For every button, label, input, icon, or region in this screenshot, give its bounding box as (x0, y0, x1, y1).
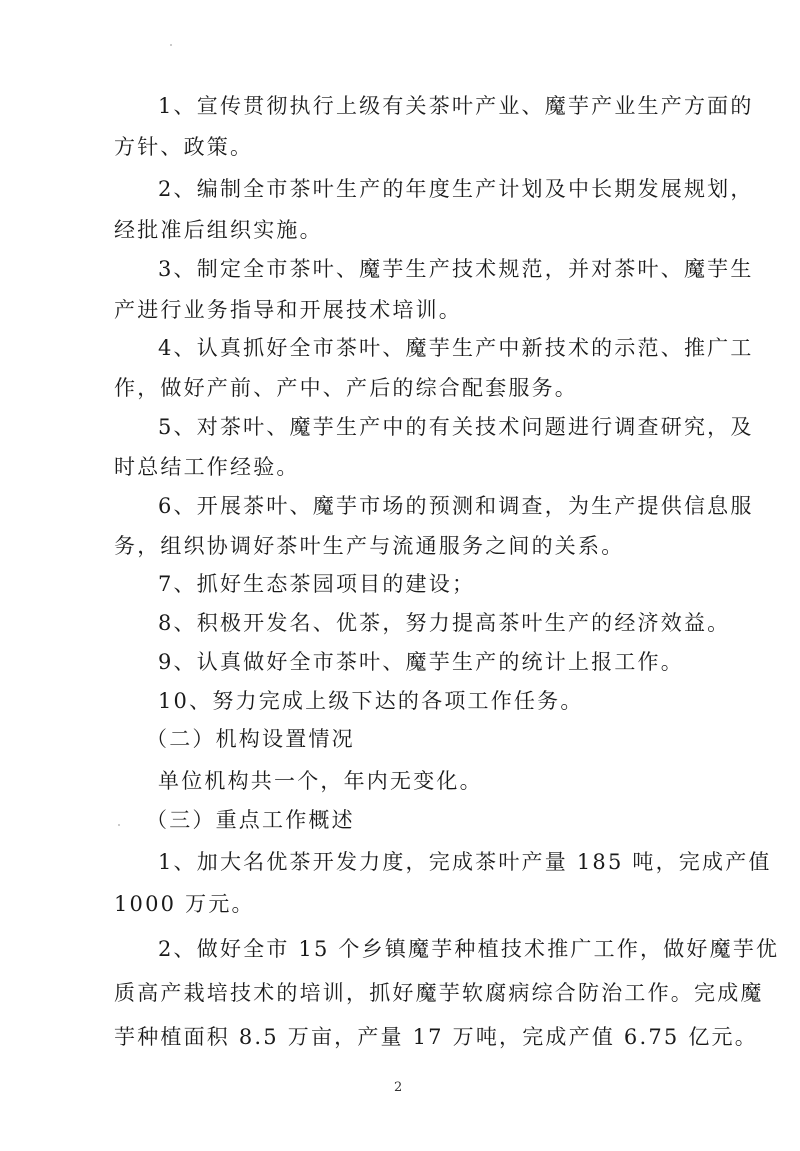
duty-1-line-2: 方针、政策。 (114, 135, 254, 159)
duty-5-line-1: 5、对茶叶、魔芋生产中的有关技术问题进行调查研究，及 (158, 415, 754, 439)
key-work-2-line-2: 质高产栽培技术的培训，抓好魔芋软腐病综合防治工作。完成魔 (114, 981, 764, 1005)
key-work-1-line-2: 1000 万元。 (114, 892, 255, 916)
duty-1-line-1: 1、宣传贯彻执行上级有关茶叶产业、魔芋产业生产方面的 (158, 94, 754, 118)
section-3-heading: （三）重点工作概述 (146, 808, 355, 832)
duty-2-line-2: 经批准后组织实施。 (114, 218, 323, 242)
duty-3-line-1: 3、制定全市茶叶、魔芋生产技术规范，并对茶叶、魔芋生 (158, 257, 754, 281)
duty-9: 9、认真做好全市茶叶、魔芋生产的统计上报工作。 (158, 650, 684, 674)
section-2-heading: （二）机构设置情况 (146, 727, 355, 751)
page-number: 2 (394, 1080, 403, 1095)
duty-5-line-2: 时总结工作经验。 (114, 455, 300, 479)
section-2-text: 单位机构共一个，年内无变化。 (158, 769, 483, 793)
duty-4-line-1: 4、认真抓好全市茶叶、魔芋生产中新技术的示范、推广工 (158, 336, 754, 360)
key-work-2-line-1: 2、做好全市 15 个乡镇魔芋种植技术推广工作，做好魔芋优 (158, 937, 780, 961)
duty-2-line-1: 2、编制全市茶叶生产的年度生产计划及中长期发展规划， (158, 177, 754, 201)
duty-3-line-2: 产进行业务指导和开展技术培训。 (114, 298, 462, 322)
duty-6-line-1: 6、开展茶叶、魔芋市场的预测和调查，为生产提供信息服 (158, 494, 754, 518)
scan-speck (170, 44, 172, 46)
duty-6-line-2: 务，组织协调好茶叶生产与流通服务之间的关系。 (114, 534, 625, 558)
key-work-2-line-3: 芋种植面积 8.5 万亩，产量 17 万吨，完成产值 6.75 亿元。 (114, 1025, 758, 1049)
duty-4-line-2: 作，做好产前、产中、产后的综合配套服务。 (114, 376, 578, 400)
key-work-1-line-1: 1、加大名优茶开发力度，完成茶叶产量 185 吨，完成产值 (158, 850, 772, 874)
duty-10: 10、努力完成上级下达的各项工作任务。 (158, 689, 584, 713)
scan-speck (118, 824, 120, 826)
duty-7: 7、抓好生态茶园项目的建设； (158, 572, 476, 596)
duty-8: 8、积极开发名、优茶，努力提高茶叶生产的经济效益。 (158, 611, 731, 635)
